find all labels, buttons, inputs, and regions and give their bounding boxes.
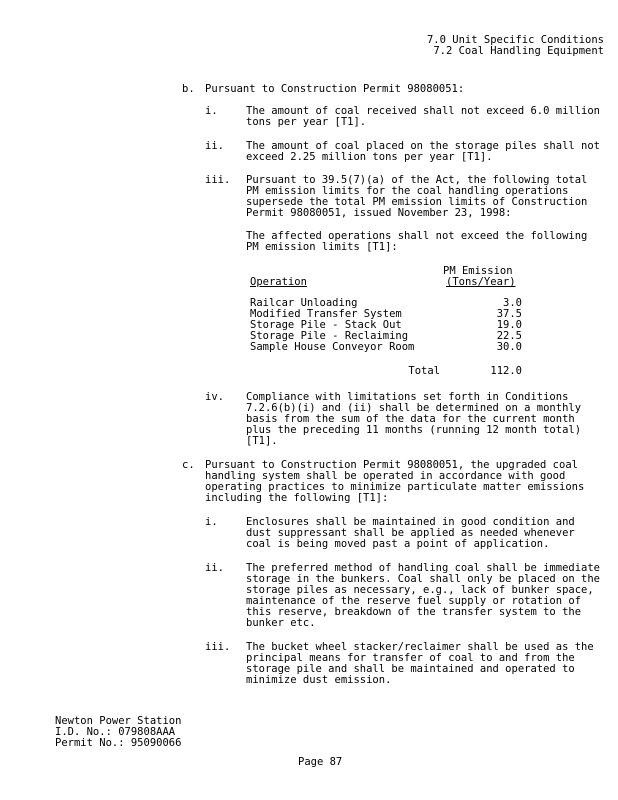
item-b-iii-text2: The affected operations shall not exceed the following PM emission limits [T1]:	[246, 230, 588, 253]
table-header-pm-emission: PM Emission	[443, 265, 513, 277]
footer-permit-no: Permit No.: 95090066	[55, 737, 182, 749]
table-cell-operation: Modified Transfer System	[250, 308, 402, 320]
header-line-1: 7.0 Unit Specific Conditions	[426, 34, 604, 46]
item-c-iii-text: The bucket wheel stacker/reclaimer shall be used as the principal means for transfer of coal to and from the storage pile and shall be maintained and operated to minimize dust emission.	[246, 641, 594, 686]
table-cell-value: 19.0	[496, 319, 522, 331]
item-b-i-text: The amount of coal received shall not exceed 6.0 million tons per year [T1].	[246, 105, 601, 128]
footer-id-no: I.D. No.: 079808AAA	[55, 726, 176, 738]
item-b-iv-label: iv.	[205, 391, 224, 403]
item-b-iv-text: Compliance with limitations set forth in Conditions 7.2.6(b)(i) and (ii) shall be determined on a monthly basis from the sum of the data for the current month plus the preceding 11 months (running 12 month total) [T1].	[246, 391, 582, 447]
section-c-label: c.	[182, 459, 195, 471]
table-cell-value: 3.0	[503, 297, 522, 309]
table-header-units: (Tons/Year)	[446, 276, 516, 288]
item-c-ii-text: The preferred method of handling coal shall be immediate storage in the bunkers. Coal shall only be placed on the storage piles as necessary, e.g., lack of bunker space, maintenance of the reserve fuel supply or rotation of this reserve, breakdown of the transfer system to the bunker etc.	[246, 562, 601, 629]
table-header-operation: Operation	[250, 276, 307, 288]
section-b-intro: Pursuant to Construction Permit 98080051:	[205, 83, 465, 95]
page-number: Page 87	[298, 756, 343, 768]
section-b-label: b.	[182, 83, 195, 95]
item-b-ii-label: ii.	[205, 140, 224, 152]
table-cell-value: 22.5	[496, 330, 522, 342]
section-c-intro: Pursuant to Construction Permit 98080051, the upgraded coal handling system shall be operated in accordance with good operating practices to minimize particulate matter emissions including the following [T1]:	[205, 459, 585, 504]
header-line-2: 7.2 Coal Handling Equipment	[433, 45, 604, 57]
table-total-label: Total	[408, 365, 440, 377]
item-b-iii-text: Pursuant to 39.5(7)(a) of the Act, the following total PM emission limits for the coal handling operations supersede the total PM emission limits of Construction Permit 98080051, issued November 23, 1998:	[246, 174, 588, 219]
item-b-iii-label: iii.	[205, 174, 231, 186]
emission-table	[250, 298, 522, 377]
table-cell-operation: Storage Pile - Stack Out	[250, 319, 402, 331]
table-total-value: 112.0	[490, 365, 522, 377]
table-cell-value: 30.0	[496, 341, 522, 353]
table-cell-operation: Sample House Conveyor Room	[250, 341, 415, 353]
item-c-i-text: Enclosures shall be maintained in good condition and dust suppressant shall be applied as needed whenever coal is being moved past a point of application.	[246, 516, 575, 550]
item-c-ii-label: ii.	[205, 562, 224, 574]
table-cell-operation: Railcar Unloading	[250, 297, 358, 309]
footer-facility: Newton Power Station	[55, 715, 182, 727]
item-b-i-label: i.	[205, 105, 218, 117]
table-total-row	[250, 366, 522, 377]
item-b-ii-text: The amount of coal placed on the storage piles shall not exceed 2.25 million tons per year [T1].	[246, 140, 601, 163]
table-cell-value: 37.5	[496, 308, 522, 320]
table-row	[250, 342, 522, 353]
item-c-i-label: i.	[205, 516, 218, 528]
table-cell-operation: Storage Pile - Reclaiming	[250, 330, 409, 342]
item-c-iii-label: iii.	[205, 641, 231, 653]
